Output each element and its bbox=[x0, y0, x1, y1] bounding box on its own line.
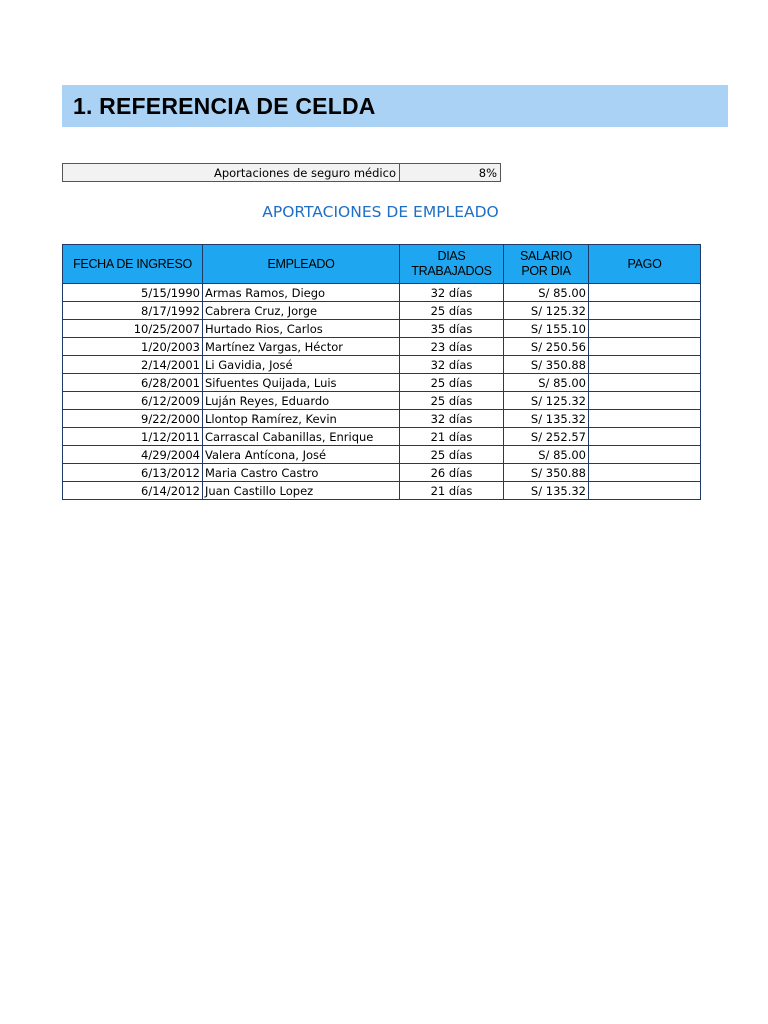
cell-salary[interactable]: S/ 85.00 bbox=[504, 446, 589, 464]
cell-salary[interactable]: S/ 85.00 bbox=[504, 284, 589, 302]
cell-employee[interactable]: Li Gavidia, José bbox=[203, 356, 400, 374]
cell-salary[interactable]: S/ 350.88 bbox=[504, 356, 589, 374]
cell-date[interactable]: 6/14/2012 bbox=[63, 482, 203, 500]
cell-days[interactable]: 23 días bbox=[400, 338, 504, 356]
cell-salary[interactable]: S/ 250.56 bbox=[504, 338, 589, 356]
cell-date[interactable]: 5/15/1990 bbox=[63, 284, 203, 302]
cell-salary[interactable]: S/ 155.10 bbox=[504, 320, 589, 338]
cell-date[interactable]: 1/12/2011 bbox=[63, 428, 203, 446]
cell-employee[interactable]: Carrascal Cabanillas, Enrique bbox=[203, 428, 400, 446]
cell-payment[interactable] bbox=[589, 410, 701, 428]
cell-salary[interactable]: S/ 135.32 bbox=[504, 410, 589, 428]
title-banner bbox=[62, 85, 728, 127]
cell-employee[interactable]: Juan Castillo Lopez bbox=[203, 482, 400, 500]
cell-payment[interactable] bbox=[589, 374, 701, 392]
cell-salary[interactable]: S/ 125.32 bbox=[504, 392, 589, 410]
cell-days[interactable]: 25 días bbox=[400, 302, 504, 320]
cell-payment[interactable] bbox=[589, 392, 701, 410]
employee-table bbox=[62, 244, 701, 500]
table-row bbox=[63, 428, 701, 446]
table-row bbox=[63, 284, 701, 302]
table-row bbox=[63, 320, 701, 338]
header-payment[interactable]: PAGO bbox=[589, 245, 701, 284]
cell-date[interactable]: 2/14/2001 bbox=[63, 356, 203, 374]
cell-payment[interactable] bbox=[589, 482, 701, 500]
cell-date[interactable]: 1/20/2003 bbox=[63, 338, 203, 356]
header-days[interactable]: DIAS TRABAJADOS bbox=[400, 245, 504, 284]
table-row bbox=[63, 338, 701, 356]
cell-days[interactable]: 25 días bbox=[400, 392, 504, 410]
cell-employee[interactable]: Valera Antícona, José bbox=[203, 446, 400, 464]
table-row bbox=[63, 410, 701, 428]
cell-salary[interactable]: S/ 252.57 bbox=[504, 428, 589, 446]
cell-employee[interactable]: Maria Castro Castro bbox=[203, 464, 400, 482]
cell-employee[interactable]: Llontop Ramírez, Kevin bbox=[203, 410, 400, 428]
cell-days[interactable]: 35 días bbox=[400, 320, 504, 338]
cell-date[interactable]: 6/12/2009 bbox=[63, 392, 203, 410]
cell-employee[interactable]: Sifuentes Quijada, Luis bbox=[203, 374, 400, 392]
insurance-rate-label[interactable]: Aportaciones de seguro médico bbox=[62, 163, 400, 182]
cell-date[interactable]: 8/17/1992 bbox=[63, 302, 203, 320]
cell-employee[interactable]: Hurtado Rios, Carlos bbox=[203, 320, 400, 338]
cell-payment[interactable] bbox=[589, 428, 701, 446]
cell-payment[interactable] bbox=[589, 356, 701, 374]
cell-days[interactable]: 32 días bbox=[400, 410, 504, 428]
cell-employee[interactable]: Martínez Vargas, Héctor bbox=[203, 338, 400, 356]
cell-payment[interactable] bbox=[589, 338, 701, 356]
cell-salary[interactable]: S/ 350.88 bbox=[504, 464, 589, 482]
cell-salary[interactable]: S/ 125.32 bbox=[504, 302, 589, 320]
cell-salary[interactable]: S/ 135.32 bbox=[504, 482, 589, 500]
insurance-rate-value[interactable]: 8% bbox=[399, 163, 501, 182]
table-row bbox=[63, 464, 701, 482]
section-title: APORTACIONES DE EMPLEADO bbox=[262, 203, 499, 221]
cell-employee[interactable]: Armas Ramos, Diego bbox=[203, 284, 400, 302]
table-row bbox=[63, 374, 701, 392]
cell-employee[interactable]: Cabrera Cruz, Jorge bbox=[203, 302, 400, 320]
cell-payment[interactable] bbox=[589, 446, 701, 464]
cell-payment[interactable] bbox=[589, 284, 701, 302]
header-date[interactable]: FECHA DE INGRESO bbox=[63, 245, 203, 284]
table-row bbox=[63, 302, 701, 320]
cell-date[interactable]: 4/29/2004 bbox=[63, 446, 203, 464]
cell-payment[interactable] bbox=[589, 302, 701, 320]
cell-salary[interactable]: S/ 85.00 bbox=[504, 374, 589, 392]
cell-days[interactable]: 32 días bbox=[400, 284, 504, 302]
cell-days[interactable]: 25 días bbox=[400, 374, 504, 392]
table-body bbox=[63, 284, 701, 500]
page-title: 1. REFERENCIA DE CELDA bbox=[73, 92, 376, 119]
cell-date[interactable]: 9/22/2000 bbox=[63, 410, 203, 428]
table-row bbox=[63, 392, 701, 410]
cell-date[interactable]: 10/25/2007 bbox=[63, 320, 203, 338]
cell-days[interactable]: 26 días bbox=[400, 464, 504, 482]
cell-employee[interactable]: Luján Reyes, Eduardo bbox=[203, 392, 400, 410]
cell-date[interactable]: 6/13/2012 bbox=[63, 464, 203, 482]
header-salary[interactable]: SALARIO POR DIA bbox=[504, 245, 589, 284]
cell-date[interactable]: 6/28/2001 bbox=[63, 374, 203, 392]
table-row bbox=[63, 482, 701, 500]
table-row bbox=[63, 446, 701, 464]
cell-days[interactable]: 32 días bbox=[400, 356, 504, 374]
cell-payment[interactable] bbox=[589, 320, 701, 338]
header-employee[interactable]: EMPLEADO bbox=[203, 245, 400, 284]
cell-days[interactable]: 21 días bbox=[400, 482, 504, 500]
table-header-row bbox=[63, 245, 701, 284]
table-row bbox=[63, 356, 701, 374]
cell-days[interactable]: 21 días bbox=[400, 428, 504, 446]
cell-days[interactable]: 25 días bbox=[400, 446, 504, 464]
cell-payment[interactable] bbox=[589, 464, 701, 482]
insurance-rate-row bbox=[62, 163, 501, 182]
